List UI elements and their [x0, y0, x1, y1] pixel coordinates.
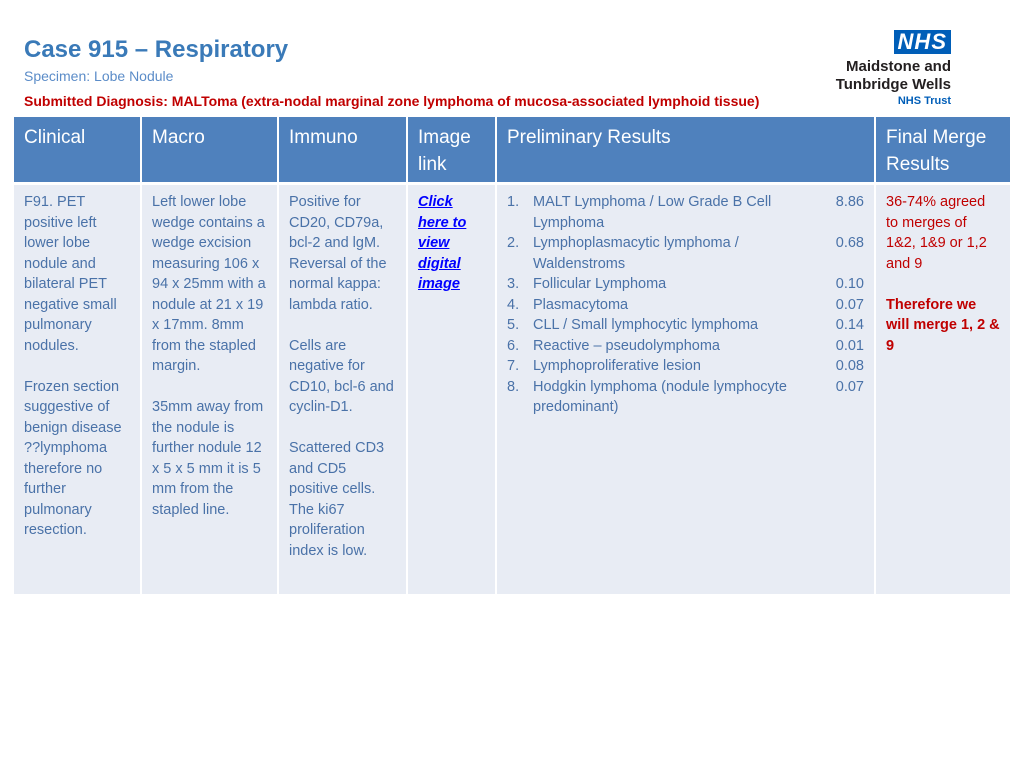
item-number: 4.	[507, 296, 520, 313]
header-clinical: Clinical	[14, 117, 141, 184]
item-number: 5.	[507, 317, 520, 333]
nhs-org-line1: Maidstone and	[845, 58, 951, 75]
immuno-text-1: Positive for CD20, CD79a, bcl-2 and lgM. Reversal of the normal kappa: lambda ratio.	[289, 194, 387, 313]
macro-text-2: 35mm away from the nodule is further nodule 12 x 5 x 5 mm it is 5 mm from the stapled line.	[152, 399, 264, 518]
submitted-diagnosis: Submitted Diagnosis: MALToma (extra-nodal marginal zone lymphoma of mucosa-associated lymphoid tissue)	[24, 93, 760, 109]
cell-final-merge-results	[875, 184, 1010, 595]
item-number: 2.	[507, 235, 520, 251]
immuno-text-2: Cells are negative for CD10, bcl-6 and cyclin-D1.	[289, 337, 394, 415]
specimen-label: Specimen: Lobe Nodule	[24, 68, 174, 84]
item-number: 3.	[507, 276, 520, 292]
table-header-row	[14, 117, 1010, 184]
item-score: 0.14	[835, 317, 864, 333]
clinical-text-2: Frozen section suggestive of benign disease ??lymphoma therefore no further pulmonary resection.	[24, 378, 122, 538]
cell-image-link	[407, 184, 496, 595]
item-label: Hodgkin lymphoma (nodule lymphocyte predominant)	[533, 378, 787, 415]
immuno-text-3: Scattered CD3 and CD5 positive cells. The ki67 proliferation index is low.	[289, 440, 385, 559]
item-label: Follicular Lymphoma	[533, 276, 667, 292]
list-item	[507, 336, 864, 357]
item-number: 7.	[507, 358, 520, 374]
list-item	[507, 274, 864, 295]
cell-macro	[141, 184, 278, 595]
nhs-badge: NHS	[894, 30, 951, 54]
cell-immuno	[278, 184, 407, 595]
list-item	[507, 192, 864, 233]
final-merge-text: 36-74% agreed to merges of 1&2, 1&9 or 1,2 and 9	[886, 194, 987, 272]
case-table	[14, 117, 1010, 594]
item-score: 8.86	[835, 194, 864, 210]
item-score: 0.10	[835, 276, 864, 292]
item-score: 0.68	[835, 235, 864, 251]
header-image-link: Image link	[407, 117, 496, 184]
item-label: Plasmacytoma	[533, 296, 629, 313]
table-row	[14, 184, 1010, 595]
header-immuno: Immuno	[278, 117, 407, 184]
item-number: 6.	[507, 337, 520, 354]
item-number: 1.	[507, 194, 520, 210]
header-macro: Macro	[141, 117, 278, 184]
nhs-org-name	[811, 58, 951, 94]
nhs-trust-label: NHS Trust	[897, 95, 951, 107]
item-score: 0.08	[835, 358, 864, 374]
item-label: CLL / Small lymphocytic lymphoma	[533, 317, 759, 333]
list-item	[507, 295, 864, 316]
cell-clinical	[14, 184, 141, 595]
item-score: 0.01	[835, 337, 864, 354]
list-item	[507, 233, 864, 274]
cell-preliminary-results	[496, 184, 875, 595]
nhs-org-line2: Tunbridge Wells	[835, 76, 951, 93]
item-label: Lymphoproliferative lesion	[533, 358, 701, 374]
digital-image-link[interactable]: Click here to view digital image	[418, 194, 467, 292]
clinical-text-1: F91. PET positive left lower lobe nodule and bilateral PET negative small pulmonary nodules.	[24, 194, 117, 354]
final-merge-decision: Therefore we will merge 1, 2 & 9	[886, 296, 1000, 354]
item-label: Lymphoplasmacytic lymphoma / Waldenstroms	[533, 235, 739, 272]
list-item	[507, 315, 864, 336]
item-label: Reactive – pseudolymphoma	[533, 337, 720, 354]
item-score: 0.07	[835, 378, 864, 395]
item-label: MALT Lymphoma / Low Grade B Cell Lymphoma	[533, 194, 772, 231]
list-item	[507, 377, 864, 418]
header-final-merge-results: Final Merge Results	[875, 117, 1010, 184]
item-score: 0.07	[835, 296, 864, 313]
nhs-trust-logo	[811, 30, 951, 107]
preliminary-results-list	[507, 192, 864, 418]
header-preliminary-results: Preliminary Results	[496, 117, 875, 184]
list-item	[507, 356, 864, 377]
item-number: 8.	[507, 378, 520, 395]
macro-text-1: Left lower lobe wedge contains a wedge excision measuring 106 x 94 x 25mm with a nodule at 21 x 19 x 17mm. 8mm from the stapled margin.	[152, 194, 266, 374]
page-title: Case 915 – Respiratory	[24, 36, 289, 63]
